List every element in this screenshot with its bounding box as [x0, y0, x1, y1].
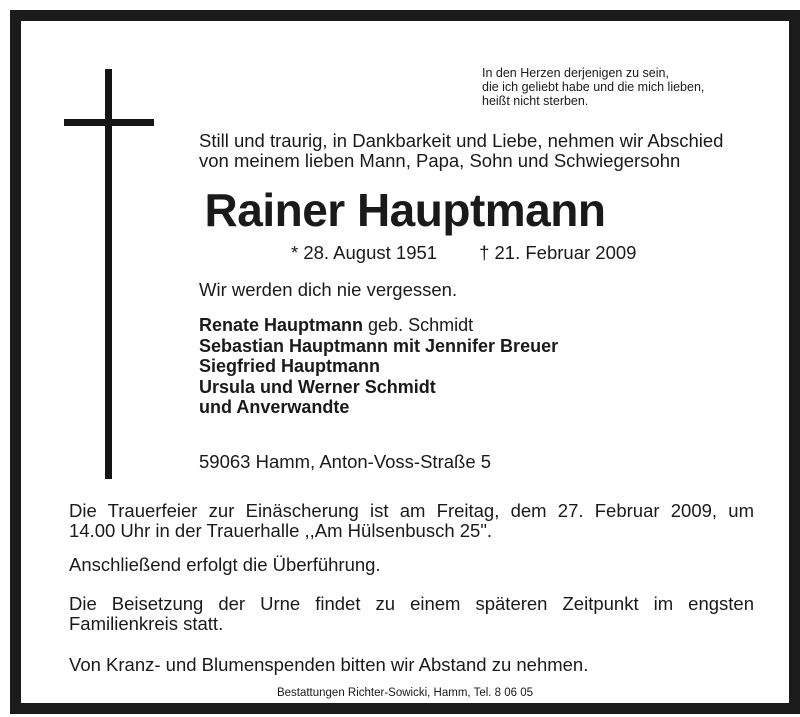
life-dates [291, 242, 636, 264]
funeral-service-paragraph [69, 501, 754, 541]
family-address: 59063 Hamm, Anton-Voss-Straße 5 [199, 451, 492, 472]
intro-line: Still und traurig, in Dankbarkeit und Liebe, nehmen wir Abschied [199, 130, 724, 151]
family-member [199, 315, 558, 336]
transfer-paragraph: Anschließend erfolgt die Überführung. [69, 554, 381, 575]
motto-quote [482, 66, 704, 108]
motto-line: die ich geliebt habe und die mich lieben, [482, 80, 705, 94]
death-date: † 21. Februar 2009 [479, 242, 637, 263]
cross-icon [105, 69, 112, 479]
remembrance-line: Wir werden dich nie vergessen. [199, 279, 458, 300]
flowers-paragraph: Von Kranz- und Blumenspenden bitten wir Abstand zu nehmen. [69, 654, 589, 675]
family-member-note: geb. Schmidt [363, 315, 474, 335]
paragraph-line: Familienkreis statt. [69, 613, 224, 634]
birth-date: * 28. August 1951 [291, 242, 438, 263]
motto-line: In den Herzen derjenigen zu sein, [482, 66, 669, 80]
intro-line: von meinem lieben Mann, Papa, Sohn und Schwiegersohn [199, 150, 681, 171]
paragraph-line: 14.00 Uhr in der Trauerhalle ,,Am Hülsenbusch 25". [69, 520, 493, 541]
family-member: Siegfried Hauptmann [199, 356, 381, 376]
intro-text [199, 131, 723, 171]
family-member: Sebastian Hauptmann mit Jennifer Breuer [199, 335, 559, 356]
family-member: und Anverwandte [199, 397, 350, 417]
burial-paragraph [69, 594, 754, 634]
funeral-home-credit: Bestattungen Richter-Sowicki, Hamm, Tel. 8 06 05 [276, 687, 534, 699]
paragraph-line: Die Beisetzung der Urne findet zu einem späteren Zeitpunkt im engsten [69, 593, 754, 614]
family-list [199, 315, 558, 418]
paragraph-line: Die Trauerfeier zur Einäscherung ist am Freitag, dem 27. Februar 2009, um [69, 500, 754, 521]
family-member: Ursula und Werner Schmidt [199, 376, 436, 397]
deceased-name: Rainer Hauptmann [204, 184, 606, 236]
cross-icon-bar [64, 119, 154, 126]
obituary-frame [10, 10, 800, 714]
motto-line: heißt nicht sterben. [482, 94, 589, 108]
family-member-name: Renate Hauptmann [199, 315, 364, 335]
